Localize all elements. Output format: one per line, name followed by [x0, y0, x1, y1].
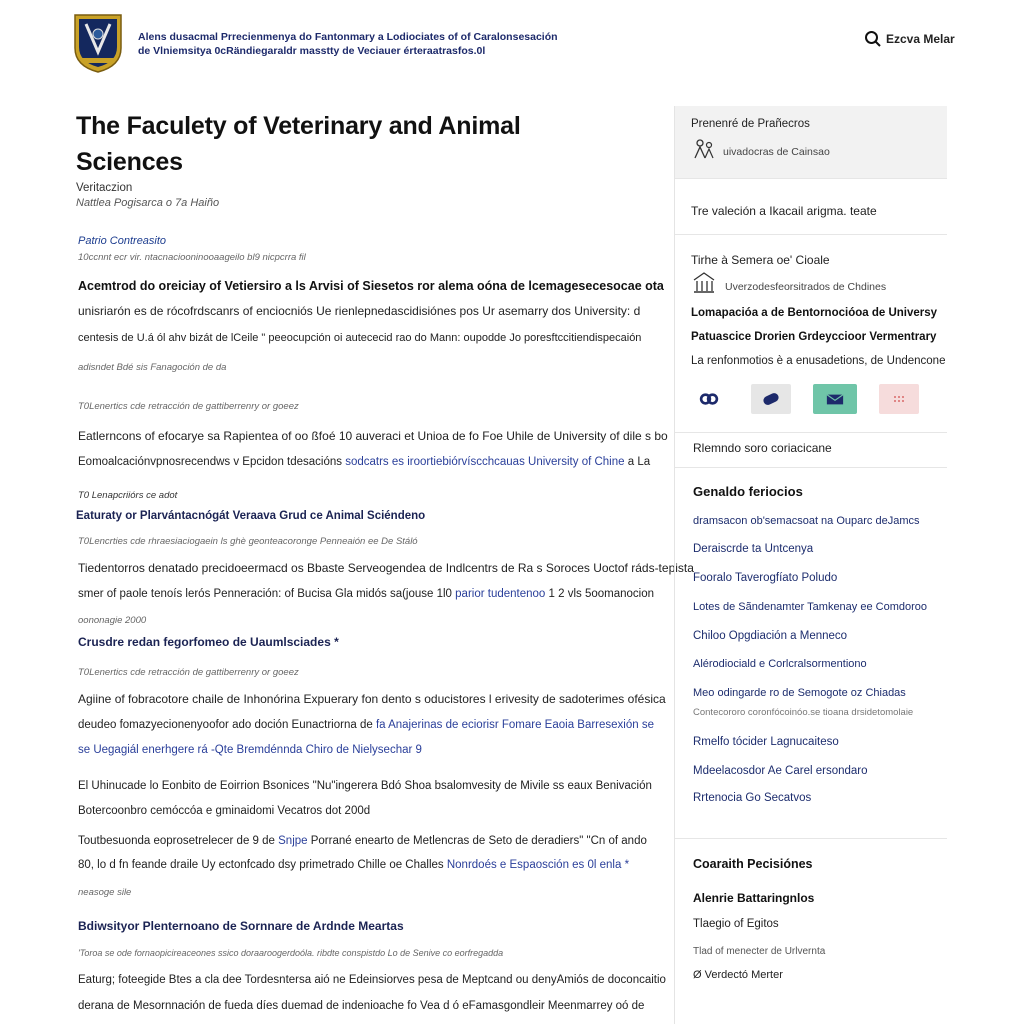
news-link-10[interactable]: Rrtenocia Go Secatvos — [693, 792, 812, 804]
sidebar-featured-title: Prenenré de Prañecros — [691, 118, 810, 130]
article-meta: 10ccnnt ecr vir. ntacnaciooninooaageilo bl9 nicpcrra fil — [78, 252, 306, 263]
news-link-9[interactable]: Mdeelacosdor Ae Carel ersondaro — [693, 765, 868, 777]
contact-heading: Coaraith Pecisiónes — [693, 857, 813, 871]
paragraph-3-line-2 — [78, 581, 654, 607]
students-link[interactable]: parior tudentenoo — [455, 588, 546, 600]
paragraph-7-line-1: Eaturg; foteegide Btes a cla dee Tordesntersa aió ne Edeinsiorves pesa de Meptcand ou denyAmiós de doconcaitio — [78, 974, 666, 986]
sidebar — [674, 106, 946, 1024]
news-heading: Genaldo feriocios — [693, 484, 803, 499]
section-heading-1: Eaturaty or Plarvántacnógát Veraava Grud ce Animal Sciéndeno — [76, 510, 426, 522]
contact-department: Tlaegio of Egitos — [693, 918, 779, 930]
institution-line-1: Alens dusacmal Prrecienmenya do Fantonmary a Lodiociates of of Caralonsesación — [138, 31, 558, 43]
section-meta: T0Lenertics cde retracción de gattiberrenry or goeez — [78, 401, 299, 412]
section-3-meta: 'Toroa se ode fornaopicireaceones ssico doraaroogerdoóla. ribdte conspistdo Lo de Senive co eorfregadda — [78, 948, 504, 958]
page-title-line-1: The Faculety of Veterinary and Animal — [76, 112, 521, 140]
paragraph-2-text: Eomoalcaciónvpnosrecendws v Epcidon tdesacións — [78, 456, 346, 468]
page-title — [76, 108, 636, 180]
author-link[interactable]: Patrio Contreasito — [78, 235, 167, 247]
university-link[interactable]: sodcatrs es iroortiebiórvíscchcauas University of Chine — [345, 456, 625, 468]
share-link-icon[interactable] — [689, 384, 729, 414]
institution-name — [138, 30, 558, 58]
sidebar-block-line-1: Lomapacióa a de Bentornocióoa de Universy — [691, 307, 938, 319]
paragraph-5-line-2: Botercoonbro cemóccóa e gminaidomi Vecatros dot 200d — [78, 805, 371, 817]
badge-icon[interactable] — [751, 384, 791, 414]
search-button[interactable] — [864, 30, 955, 48]
paragraph-6-text-2: 80, lo d fn feande draile Uy ectonfcado dsy primetrado Chille oe Challes — [78, 859, 447, 871]
date-note: oononagie 2000 — [78, 615, 147, 626]
news-link-4[interactable]: Lotes de Sãndenamter Tamkenay ee Comdoroo — [693, 601, 927, 613]
institution-line-2: de Vlniemsitya 0cRändiegaraldr masstty de Veciauer érteraatrasfos.0l — [138, 45, 486, 57]
article-header — [76, 108, 636, 209]
news-link-8[interactable]: Rmelfo tócider Lagnucaiteso — [693, 736, 839, 748]
paragraph-2-line-2 — [78, 449, 650, 475]
university-crest-logo[interactable] — [72, 12, 124, 74]
paragraph-4-line-1: Agiine of fobracotore chaile de Inhonórina Expuerary fon dento s oducistores l erivesity de sadoterimes ofésica — [78, 692, 666, 706]
search-label: Ezcva Melar — [886, 32, 955, 46]
news-link-3[interactable]: Fooralo Taverogfíato Poludo — [693, 572, 838, 584]
news-link-6[interactable]: Alérodiociald e Corlcralsormentiono — [693, 658, 867, 670]
paragraph-2-end: a La — [624, 456, 651, 468]
email-icon[interactable] — [813, 384, 857, 414]
site-header — [0, 0, 1024, 80]
contact-email[interactable]: Ø Verdectó Merter — [693, 969, 783, 981]
more-dots-icon[interactable] — [879, 384, 919, 414]
sidebar-block-sub: Uverzodesfeorsitrados de Chdines — [725, 281, 887, 293]
paragraph-6-line-1 — [78, 828, 647, 854]
sidebar-block-line-2: Patuascice Drorien Grdeyccioor Vermentrary — [691, 331, 937, 343]
section-heading-3: Bdiwsityor Plenternoano de Sornnare de Ardnde Meartas — [78, 919, 404, 933]
contact-name: Alenrie Battaringnlos — [693, 891, 815, 905]
article-category: Veritaczion — [76, 182, 133, 194]
section-1-meta: T0Lencrties cde rhraesiaciogaein ls ghè geonteacoronge Penneaión ee De Stáló — [78, 536, 418, 547]
page-title-line-2: Sciences — [76, 148, 183, 176]
news-link-5[interactable]: Chiloo Opgdiación a Menneco — [693, 630, 848, 642]
snjpe-link[interactable]: Snjpe — [278, 835, 308, 847]
paragraph-5-line-1: El Uhinucade lo Eonbito de Eoirrion Bsonices "Nu"ingerera Bdó Shoa bsalomvesity de Mivile ss eaux Benivación — [78, 780, 652, 792]
paragraph-3-end: 1 2 vls 5oomanocion — [545, 588, 654, 600]
research-link[interactable]: fa Anajerinas de eciorisr Fomare Eaoia Barresexión se — [375, 719, 654, 731]
paragraph-4-text: deudeo fomazyecionenyoofor ado doción Eunactriorna de — [78, 719, 376, 731]
image-caption: adisndet Bdé sis Fanagoción de da — [78, 362, 227, 373]
news-note: Contecororo coronfócoinóo.se tioana drsidetomolaie — [693, 707, 914, 718]
chile-link[interactable]: se Uegagiál enerhgere rá -Qte Bremdénnda Chiro de Nielysechar 9 — [78, 744, 422, 756]
contact-institution: Tlad of menecter de Urlvernta — [693, 946, 826, 957]
paragraph-3-text: smer of paole tenoís lerós Penneración: of Bucisa Gla midós sa(jouse 1l0 — [78, 588, 456, 600]
search-icon — [864, 30, 882, 48]
paragraph-6-text: Toutbesuonda eoprosetrelecer de 9 de — [78, 835, 279, 847]
section-note: T0 Lenapcriiórs ce adot — [78, 490, 178, 501]
paragraph-4-line-2 — [78, 712, 654, 738]
share-label: Rlemndo soro coriacicane — [693, 441, 832, 455]
news-link-2[interactable]: Deraiscrde ta Untcenya — [693, 543, 814, 555]
people-icon — [691, 136, 717, 162]
section-heading-2: Crusdre redan fegorfomeo de Uaumlsciades * — [78, 635, 339, 649]
paragraph-3-line-1: Tiedentorros denatado precidoeermacd os Bbaste Serveogendea de Indlcentrs de Ra s Soroces Uoctof ráds-tepista — [78, 561, 694, 575]
news-link-7[interactable]: Meo odingarde ro de Semogote oz Chiadas — [693, 687, 906, 699]
paragraph-7-line-2: derana de Mesornnación de fueda díes duemad de indenioache fo Vea d ó eFamasgondleir Meenmarrey oó de — [78, 1000, 645, 1012]
sidebar-featured-sub: uivadocras de Cainsao — [723, 146, 830, 158]
sidebar-block-line-3: La renfonmotios è a enusadetions, de Undencone — [691, 355, 946, 367]
section-2-meta: T0Lenertics cde retracción de gattiberrenry or goeez — [78, 667, 299, 678]
article-author: Nattlea Pogisarca o 7a Haiño — [76, 197, 220, 209]
news-link-1[interactable]: dramsacon ob'semacsoat na Ouparc deJamcs — [693, 515, 920, 527]
paragraph-6-note: neasoge sile — [78, 887, 132, 898]
paragraph-2-line-1: Eatlerncons of efocarye sa Rapientea of oo ßfoé 10 auveraci et Unioa de fo Foe Uhile de University of dile s bo — [78, 429, 668, 443]
sidebar-block-title: Tirhe à Semera oe' Cioale — [691, 253, 830, 267]
exposition-link[interactable]: Nonrdoés e Espaosción es 0l enla * — [446, 859, 630, 871]
sidebar-info-line: Tre valeción a Ikacail arigma. teate — [691, 204, 877, 218]
lead-paragraph-line-3: centesis de U.á ól ahv bizát de lCeile " peeocupción oi autececid rao do Mann: oupodde Jo poresftccitiendispecaión — [78, 332, 642, 344]
lead-paragraph-line-1: Acemtrod do oreiciay of Vetiersiro a ls Arvisi of Siesetos ror alema oóna de lcemagesecesocae ota — [78, 279, 664, 293]
lead-paragraph-line-2: unisriarón es de rócofrdscanrs of enciocniós Ue rienlepnedascidisiónes pos Ur asemarry dos University: d — [78, 304, 641, 318]
building-icon — [691, 270, 717, 296]
paragraph-6-mid: Porrané enearto de Metlencras de Seto de deradiers" "Cn of ando — [307, 835, 647, 847]
paragraph-6-line-2 — [78, 852, 629, 878]
